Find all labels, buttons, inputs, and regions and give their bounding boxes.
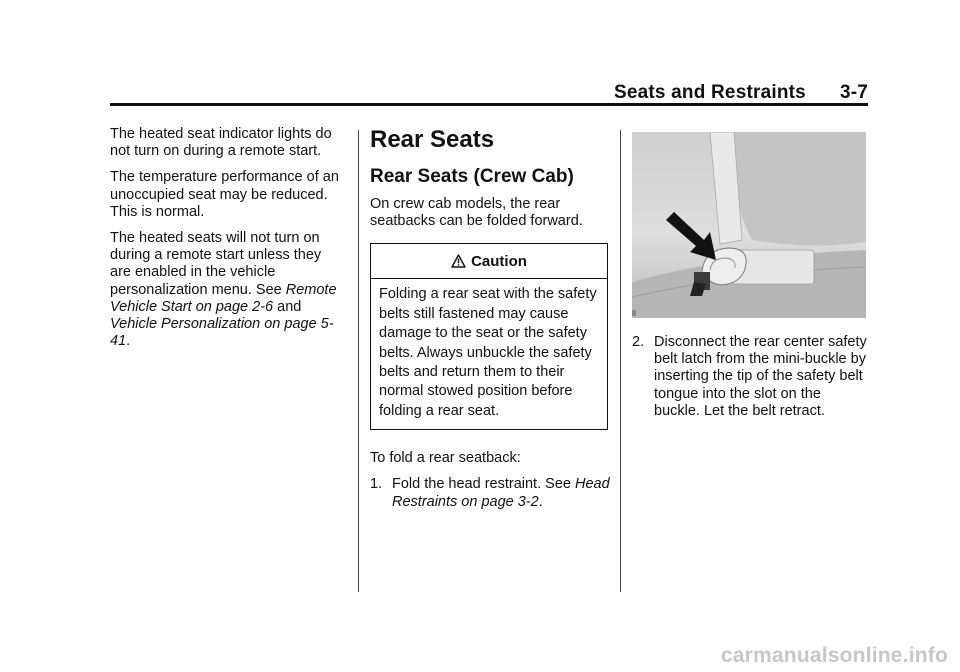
column-divider-left [358, 130, 359, 592]
header-rule [110, 103, 868, 106]
paragraph: On crew cab models, the rear seatbacks can be folded forward. [370, 196, 583, 230]
cross-reference-link[interactable]: Vehicle Personalization on page 5-41 [110, 316, 334, 350]
paragraph-text: and [273, 298, 302, 315]
column-divider-right [620, 130, 621, 592]
caution-header [371, 244, 607, 279]
step-item [632, 334, 870, 420]
step-text: Fold the head restraint. See [392, 476, 575, 493]
cross-reference-link[interactable]: Head Restraints on page 3-2 [392, 476, 610, 510]
cross-reference-link[interactable]: Remote Vehicle Start on page 2-6 [110, 281, 337, 315]
paragraph: To fold a rear seatback: [370, 450, 521, 467]
subsection-heading: Rear Seats (Crew Cab) [370, 166, 574, 187]
section-heading: Rear Seats [370, 126, 495, 153]
step-text: . [538, 493, 543, 510]
warning-triangle-icon [451, 254, 466, 268]
paragraph: The heated seat indicator lights do not turn on during a remote start. [110, 126, 332, 160]
column-left [110, 126, 342, 359]
caution-text: Folding a rear seat with the safety belts still fastened may cause damage to the seat or the safety belts. Always unbuckle the safety belts and return them to their normal stowed position before folding a rear seat. [379, 286, 597, 419]
column-right [632, 126, 870, 420]
paragraph-text: . [126, 333, 131, 350]
step-text: Disconnect the rear center safety belt latch from the mini-buckle by inserting the tip of the safety belt tongue into the slot on the buckle. Let the belt retract. [654, 334, 867, 419]
page-number: 3-7 [839, 82, 868, 103]
step-number: 2. [632, 334, 645, 350]
column-middle [370, 126, 610, 511]
step-item [370, 476, 610, 510]
step-number: 1. [370, 476, 383, 493]
caution-title: Caution [471, 252, 527, 270]
section-title: Seats and Restraints [613, 82, 806, 103]
paragraph [110, 230, 342, 350]
paragraph: The temperature performance of an unoccupied seat may be reduced. This is normal. [110, 169, 339, 220]
paragraph-text: The heated seats will not turn on during a remote start unless they are enabled in the vehicle personalization menu. See [110, 230, 322, 298]
watermark: carmanualsonline.info [720, 644, 948, 667]
caution-box [370, 243, 608, 430]
seat-belt-photo [632, 132, 866, 318]
